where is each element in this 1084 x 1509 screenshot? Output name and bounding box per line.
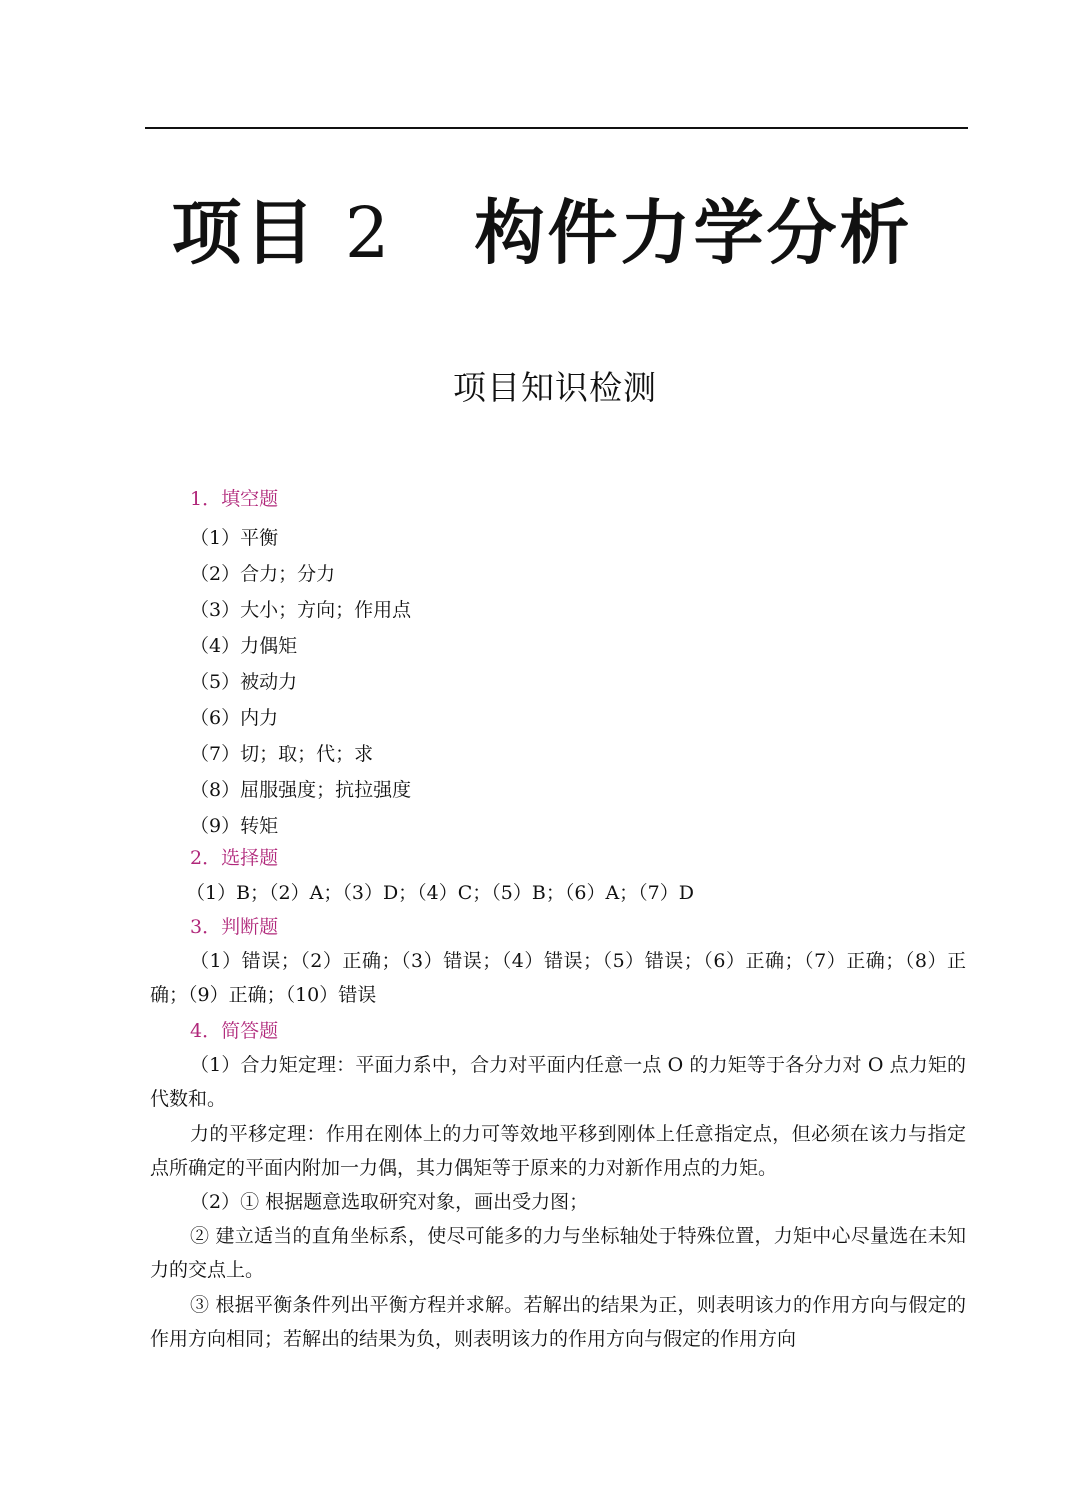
short-answer-paragraph: （2）① 根据题意选取研究对象，画出受力图； [190, 1191, 589, 1213]
short-answer-paragraph: （1）合力矩定理：平面力系中，合力对平面内任意一点 O 的力矩等于各分力对 O 点力矩的代数和。 [150, 1054, 966, 1110]
fill-blank-item: （6）内力 [190, 707, 279, 729]
fill-blank-item: （3）大小；方向；作用点 [190, 599, 412, 621]
fill-blank-item: （7）切；取；代；求 [190, 743, 374, 765]
short-answer-paragraph: ③ 根据平衡条件列出平衡方程并求解。若解出的结果为正，则表明该力的作用方向与假定的作用方向相同；若解出的结果为负，则表明该力的作用方向与假定的作用方向 [150, 1294, 966, 1350]
short-answer-paragraph: ② 建立适当的直角坐标系，使尽可能多的力与坐标轴处于特殊位置，力矩中心尽量选在未知力的交点上。 [150, 1225, 966, 1281]
choice-answers: （1）B；（2）A；（3）D；（4）C；（5）B；（6）A；（7）D [186, 882, 694, 904]
chapter-title [0, 190, 1084, 276]
fill-blank-item: （9）转矩 [190, 815, 279, 837]
fill-blank-item: （4）力偶矩 [190, 635, 298, 657]
section-title: 项目知识检测 [453, 368, 657, 407]
judgment-answers: （1）错误；（2）正确；（3）错误；（4）错误；（5）错误；（6）正确；（7）正确；（8）正确；（9）正确；（10）错误 [150, 950, 966, 1006]
chapter-prefix: 项目 [171, 192, 318, 274]
top-rule [145, 127, 968, 129]
chapter-name: 构件力学分析 [474, 192, 913, 274]
judgment-heading: 3．判断题 [190, 916, 279, 938]
short-answer-paragraph: 力的平移定理：作用在刚体上的力可等效地平移到刚体上任意指定点，但必须在该力与指定点所确定的平面内附加一力偶，其力偶矩等于原来的力对新作用点的力矩。 [150, 1123, 966, 1179]
fill-blank-item: （5）被动力 [190, 671, 298, 693]
fill-blank-item: （8）屈服强度；抗拉强度 [190, 779, 412, 801]
short-answer-heading: 4．简答题 [190, 1020, 279, 1042]
chapter-number: 2 [344, 192, 393, 274]
fill-blank-item: （2）合力；分力 [190, 563, 336, 585]
choice-heading: 2．选择题 [190, 847, 279, 869]
fill-blank-heading: 1．填空题 [190, 488, 279, 510]
fill-blank-item: （1）平衡 [190, 527, 279, 549]
